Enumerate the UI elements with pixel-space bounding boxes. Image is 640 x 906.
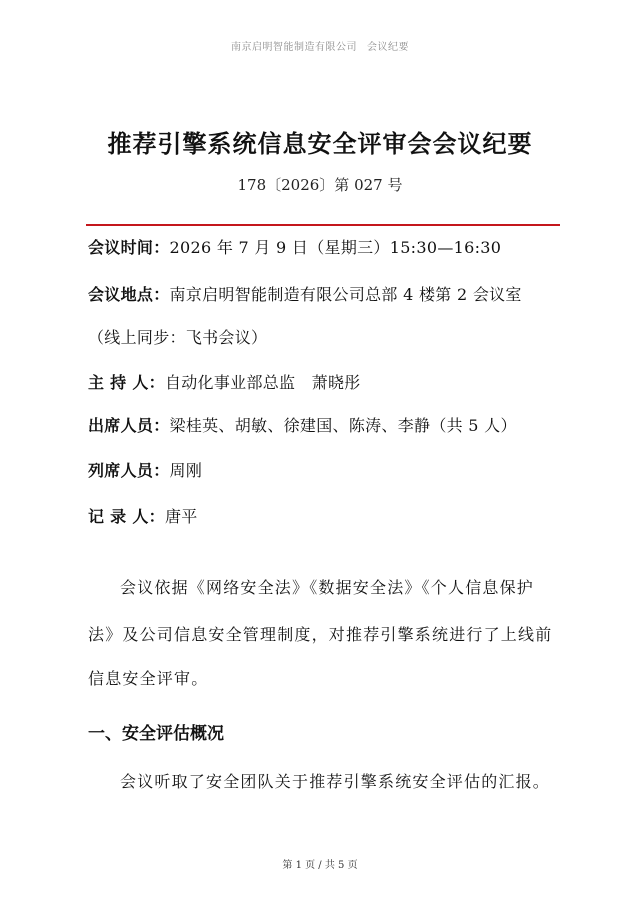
intro-paragraph-line-2: 法》及公司信息安全管理制度，对推荐引擎系统进行了上线前 [88, 625, 553, 644]
attendees-row [88, 414, 562, 438]
document-title: 推荐引擎系统信息安全评审会会议纪要 [107, 130, 533, 158]
meeting-time-value: 2026 年 7 月 9 日（星期三）15:30—16:30 [169, 238, 502, 257]
header-doc-type: 会议纪要 [367, 42, 409, 53]
recorder-value: 唐平 [164, 507, 198, 526]
host-label: 主 持 人： [88, 373, 165, 392]
attendees-value: 梁桂英、胡敏、徐建国、陈涛、李静（共 5 人） [169, 416, 517, 435]
attendees-label: 出席人员： [88, 416, 170, 435]
section-heading-1: 一、安全评估概况 [88, 724, 224, 744]
observers-label: 列席人员： [88, 461, 170, 480]
header-company: 南京启明智能制造有限公司 [231, 42, 357, 53]
observers-value: 周刚 [169, 461, 203, 480]
section-1-paragraph: 会议听取了安全团队关于推荐引擎系统安全评估的汇报。 [120, 772, 551, 791]
meeting-time-row [88, 236, 562, 260]
intro-paragraph-line-3: 信息安全评审。 [88, 669, 209, 688]
document-number: 178〔2026〕第 027 号 [237, 176, 403, 194]
meeting-location-row [88, 283, 562, 307]
meeting-location-row-2 [88, 326, 562, 350]
meeting-location-value: 南京启明智能制造有限公司总部 4 楼第 2 会议室 [169, 285, 522, 304]
meeting-location-online: （线上同步：飞书会议） [88, 328, 268, 347]
recorder-label: 记 录 人： [88, 507, 165, 526]
page-header [0, 38, 640, 53]
meeting-time-label: 会议时间： [88, 238, 170, 257]
red-divider [86, 224, 560, 226]
host-row [88, 371, 562, 395]
meeting-location-label: 会议地点： [88, 285, 170, 304]
observers-row [88, 459, 562, 483]
page-footer: 第 1 页 / 共 5 页 [282, 860, 358, 871]
intro-paragraph-line-1: 会议依据《网络安全法》《数据安全法》《个人信息保护 [120, 578, 535, 597]
recorder-row [88, 505, 562, 529]
host-value: 自动化事业部总监 萧晓彤 [164, 373, 361, 392]
